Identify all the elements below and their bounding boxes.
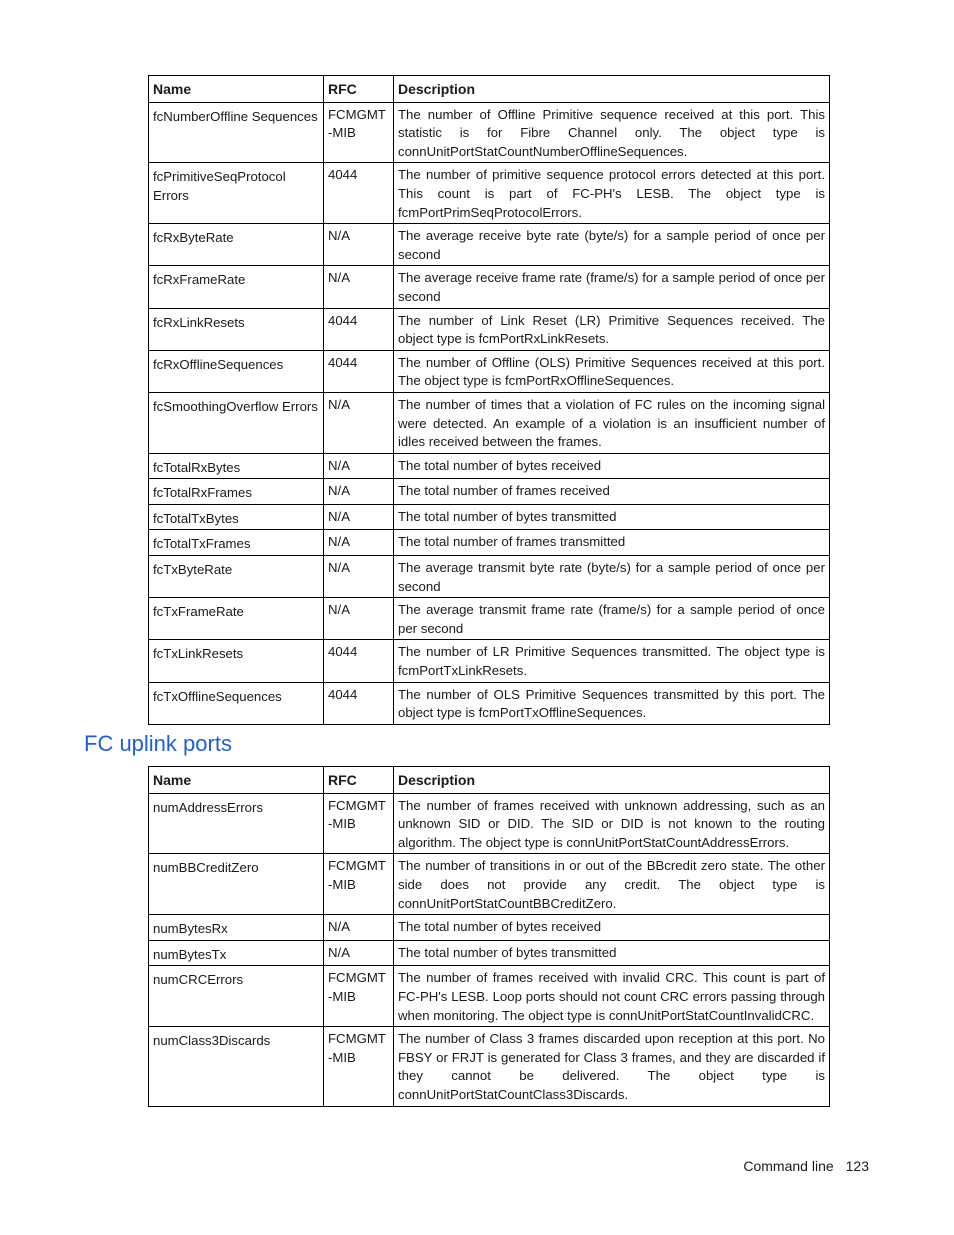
table-row xyxy=(149,453,830,479)
cell-rfc: 4044 xyxy=(324,350,394,392)
cell-name: numBytesTx xyxy=(149,940,324,966)
cell-name: fcTotalTxBytes xyxy=(149,504,324,530)
cell-description: The number of LR Primitive Sequences transmitted. The object type is fcmPortTxLinkResets. xyxy=(394,640,830,682)
cell-description: The number of primitive sequence protocol errors detected at this port. This count is part of FC-PH's LESB. The object type is fcmPortPrimSeqProtocolErrors. xyxy=(394,163,830,224)
cell-rfc: FCMGMT -MIB xyxy=(324,966,394,1027)
table-row xyxy=(149,479,830,505)
cell-name: numBBCreditZero xyxy=(149,854,324,915)
table-row xyxy=(149,682,830,724)
table-row xyxy=(149,530,830,556)
cell-rfc: N/A xyxy=(324,556,394,598)
table-row xyxy=(149,392,830,453)
column-header-rfc: RFC xyxy=(324,76,394,103)
cell-description: The total number of bytes transmitted xyxy=(394,940,830,966)
cell-description: The number of Class 3 frames discarded upon reception at this port. No FBSY or FRJT is generated for Class 3 frames, and they are discarded if they cannot be delivered. The object type is connUnitPortStatCountClass3Discards. xyxy=(394,1027,830,1106)
cell-rfc: 4044 xyxy=(324,682,394,724)
cell-description: The total number of frames transmitted xyxy=(394,530,830,556)
cell-name: fcTxByteRate xyxy=(149,556,324,598)
table-row xyxy=(149,350,830,392)
table-row xyxy=(149,266,830,308)
table-header-row xyxy=(149,767,830,794)
cell-description: The total number of bytes received xyxy=(394,453,830,479)
cell-rfc: N/A xyxy=(324,598,394,640)
cell-name: fcSmoothingOverflow Errors xyxy=(149,392,324,453)
cell-description: The number of frames received with unknown addressing, such as an unknown SID or DID. The SID or DID is not known to the routing algorithm. The object type is connUnitPortStatCountAddressErrors. xyxy=(394,793,830,854)
cell-rfc: FCMGMT -MIB xyxy=(324,102,394,163)
cell-rfc: N/A xyxy=(324,915,394,941)
cell-description: The number of times that a violation of FC rules on the incoming signal were detected. An example of a violation is an insufficient number of idles received between the frames. xyxy=(394,392,830,453)
table-row xyxy=(149,1027,830,1106)
cell-name: fcRxLinkResets xyxy=(149,308,324,350)
table-row xyxy=(149,915,830,941)
column-header-name: Name xyxy=(149,76,324,103)
table-row xyxy=(149,102,830,163)
cell-rfc: 4044 xyxy=(324,308,394,350)
table-row xyxy=(149,556,830,598)
cell-name: numClass3Discards xyxy=(149,1027,324,1106)
cell-name: fcTotalTxFrames xyxy=(149,530,324,556)
cell-name: fcNumberOffline Sequences xyxy=(149,102,324,163)
cell-name: fcTxFrameRate xyxy=(149,598,324,640)
cell-rfc: N/A xyxy=(324,530,394,556)
column-header-description: Description xyxy=(394,767,830,794)
table-row xyxy=(149,854,830,915)
cell-name: fcTxLinkResets xyxy=(149,640,324,682)
column-header-description: Description xyxy=(394,76,830,103)
cell-rfc: FCMGMT -MIB xyxy=(324,854,394,915)
cell-rfc: FCMGMT -MIB xyxy=(324,1027,394,1106)
cell-rfc: FCMGMT -MIB xyxy=(324,793,394,854)
table-row xyxy=(149,793,830,854)
column-header-rfc: RFC xyxy=(324,767,394,794)
counters-table xyxy=(148,75,830,725)
cell-description: The average transmit byte rate (byte/s) for a sample period of once per second xyxy=(394,556,830,598)
table-body xyxy=(149,793,830,1106)
cell-description: The number of Offline Primitive sequence received at this port. This statistic is for Fibre Channel only. The object type is connUnitPortStatCountNumberOfflineSequences. xyxy=(394,102,830,163)
cell-rfc: N/A xyxy=(324,224,394,266)
cell-description: The total number of bytes transmitted xyxy=(394,504,830,530)
cell-name: fcRxByteRate xyxy=(149,224,324,266)
cell-name: numBytesRx xyxy=(149,915,324,941)
cell-name: fcRxOfflineSequences xyxy=(149,350,324,392)
cell-name: fcPrimitiveSeqProtocol Errors xyxy=(149,163,324,224)
cell-rfc: 4044 xyxy=(324,640,394,682)
table-row xyxy=(149,163,830,224)
table-row xyxy=(149,224,830,266)
table-header-row xyxy=(149,76,830,103)
cell-name: fcTotalRxBytes xyxy=(149,453,324,479)
cell-description: The number of transitions in or out of the BBcredit zero state. The other side does not provide any credit. The object type is connUnitPortStatCountBBCreditZero. xyxy=(394,854,830,915)
table-row xyxy=(149,308,830,350)
cell-description: The average receive frame rate (frame/s) for a sample period of once per second xyxy=(394,266,830,308)
cell-description: The number of OLS Primitive Sequences transmitted by this port. The object type is fcmPortTxOfflineSequences. xyxy=(394,682,830,724)
column-header-name: Name xyxy=(149,767,324,794)
cell-rfc: N/A xyxy=(324,504,394,530)
cell-name: fcRxFrameRate xyxy=(149,266,324,308)
table-row xyxy=(149,640,830,682)
cell-description: The number of Offline (OLS) Primitive Sequences received at this port. The object type is fcmPortRxOfflineSequences. xyxy=(394,350,830,392)
cell-rfc: N/A xyxy=(324,266,394,308)
fc-uplink-ports-table xyxy=(148,766,830,1107)
cell-description: The number of Link Reset (LR) Primitive Sequences received. The object type is fcmPortRxLinkResets. xyxy=(394,308,830,350)
cell-description: The total number of frames received xyxy=(394,479,830,505)
cell-description: The average transmit frame rate (frame/s) for a sample period of once per second xyxy=(394,598,830,640)
cell-description: The number of frames received with invalid CRC. This count is part of FC-PH's LESB. Loop ports should not count CRC errors passing through when monitoring. The object type is connUnitPortStatCountInvalidCRC. xyxy=(394,966,830,1027)
page-number: 123 xyxy=(845,1158,869,1174)
cell-rfc: N/A xyxy=(324,392,394,453)
cell-rfc: N/A xyxy=(324,479,394,505)
cell-rfc: 4044 xyxy=(324,163,394,224)
cell-rfc: N/A xyxy=(324,940,394,966)
cell-name: fcTotalRxFrames xyxy=(149,479,324,505)
cell-name: numCRCErrors xyxy=(149,966,324,1027)
cell-description: The average receive byte rate (byte/s) for a sample period of once per second xyxy=(394,224,830,266)
section-heading: FC uplink ports xyxy=(84,731,232,756)
table-row xyxy=(149,504,830,530)
cell-description: The total number of bytes received xyxy=(394,915,830,941)
footer-section: Command line xyxy=(743,1158,834,1174)
table-row xyxy=(149,966,830,1027)
table-body xyxy=(149,102,830,724)
table-row xyxy=(149,598,830,640)
page-footer xyxy=(743,1158,869,1174)
cell-name: numAddressErrors xyxy=(149,793,324,854)
table-row xyxy=(149,940,830,966)
cell-name: fcTxOfflineSequences xyxy=(149,682,324,724)
cell-rfc: N/A xyxy=(324,453,394,479)
